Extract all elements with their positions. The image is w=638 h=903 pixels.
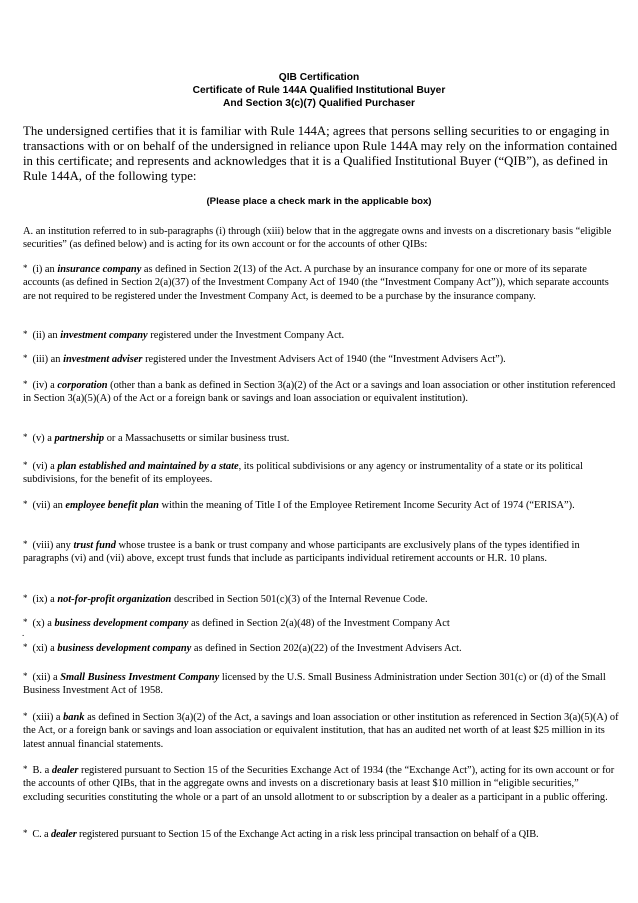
intro-paragraph: The undersigned certifies that it is familiar with Rule 144A; agrees that persons selling securities to or engaging in transactions with or on behalf of the undersigned in reliance upon Rule 144A may rely on the information contained in this certificate; and represents and acknowledges that it is a Qualified Institutional Buyer (“QIB”), as defined in Rule 144A, of the following type:: [23, 124, 618, 183]
item-i: [23, 263, 619, 303]
item-prefix: (xi) a: [32, 643, 58, 654]
item-text: as defined in Section 2(a)(48) of the Investment Company Act: [188, 618, 450, 629]
item-prefix: (i) an: [32, 264, 58, 275]
item-text: as defined in Section 2(13) of the Act. A purchase by an insurance company for one or more of its separate accounts (as defined in Section 2(a)(37) of the Investment Company Act of 1940 (the “Investment Company Act”)), which separate accounts are not required to be registered under the Investment Company Act, is deemed to be a purchase by the insurance company.: [23, 264, 609, 302]
item-text: licensed by the U.S. Small Business Administration under Section 301(c) or (d) of the Small Business Investment Act of 1958.: [23, 672, 606, 697]
item-xi: [23, 642, 619, 655]
checkbox[interactable]: *: [23, 432, 28, 442]
item-viii: [23, 539, 619, 566]
checkbox[interactable]: *: [23, 353, 28, 363]
item-term: business development company: [54, 618, 189, 629]
subtitle-2: And Section 3(c)(7) Qualified Purchaser: [223, 98, 415, 109]
item-prefix: (vii) an: [32, 500, 66, 511]
checkbox[interactable]: *: [23, 539, 28, 549]
stray-mark: .: [22, 628, 25, 638]
checkbox[interactable]: *: [23, 828, 28, 838]
item-prefix: (xii) a: [32, 672, 61, 683]
item-text: (other than a bank as defined in Section 3(a)(2) of the Act or a savings and loan association or other institution referenced in Section 3(a)(5)(A) of the Act or a foreign bank or savings and loan association or equivalent institution).: [23, 380, 616, 405]
item-term: not-for-profit organization: [57, 594, 172, 605]
checkbox[interactable]: *: [23, 764, 28, 774]
title: QIB Certification: [278, 72, 360, 83]
item-iii: [23, 353, 619, 366]
section-b: [23, 764, 619, 804]
item-prefix: (xiii) a: [32, 712, 64, 723]
item-prefix: (x) a: [32, 618, 55, 629]
item-iv: [23, 379, 619, 406]
item-prefix: (iii) an: [32, 354, 64, 365]
item-text: described in Section 501(c)(3) of the Internal Revenue Code.: [171, 594, 428, 605]
instruction: (Please place a check mark in the applicable box): [206, 196, 432, 207]
item-prefix: (ii) an: [32, 330, 61, 341]
item-term: corporation: [57, 380, 108, 391]
item-term: business development company: [57, 643, 192, 654]
checkbox[interactable]: *: [23, 617, 28, 627]
checkbox[interactable]: *: [23, 499, 28, 509]
item-term: investment company: [60, 330, 148, 341]
item-term: Small Business Investment Company: [60, 672, 220, 683]
item-text: registered under the Investment Advisers Act of 1940 (the “Investment Advisers Act”).: [142, 354, 506, 365]
item-text: registered under the Investment Company Act.: [147, 330, 345, 341]
item-prefix: C. a: [32, 829, 51, 840]
item-xii: [23, 671, 619, 698]
item-text: as defined in Section 3(a)(2) of the Act, a savings and loan association or other institution as referenced in Section 3(a)(5)(A) of the Act, or a foreign bank or savings and loan association or equivalent institution, that has an audited net worth of at least $25 million in its latest annual financial statements.: [23, 712, 619, 750]
item-v: [23, 432, 619, 445]
checkbox[interactable]: *: [23, 460, 28, 470]
item-ix: [23, 593, 619, 606]
item-prefix: (viii) any: [32, 540, 74, 551]
item-text: whose trustee is a bank or trust company and whose participants are exclusively plans of the types identified in paragraphs (vi) and (vii) above, except trust funds that include as participants individual retirement accounts or H.R. 10 plans.: [23, 540, 580, 565]
item-prefix: (vi) a: [32, 461, 58, 472]
item-term: employee benefit plan: [65, 500, 159, 511]
item-term: insurance company: [57, 264, 142, 275]
checkbox[interactable]: *: [23, 329, 28, 339]
item-text: within the meaning of Title I of the Employee Retirement Income Security Act of 1974 (“ERISA”).: [158, 500, 575, 511]
checkbox[interactable]: *: [23, 642, 28, 652]
item-text: registered pursuant to Section 15 of the Securities Exchange Act of 1934 (the “Exchange Act”), acting for its own account or for the accounts of other QIBs, that in the aggregate owns and invests on a discretionary basis at least $10 million in “eligible securities,” excluding securities constituting the whole or a part of an unsold allotment to or subscription by a dealer as a participant in a public offering.: [23, 765, 615, 803]
section-a: A. an institution referred to in sub-paragraphs (i) through (xiii) below that in the aggregate owns and invests on a discretionary basis “eligible securities” (as defined below) and is acting for its own account or for the accounts of other QIBs:: [23, 226, 612, 251]
section-c: [23, 828, 619, 841]
item-prefix: (iv) a: [32, 380, 58, 391]
item-term: dealer: [50, 829, 77, 840]
item-prefix: (ix) a: [32, 594, 58, 605]
subtitle: Certificate of Rule 144A Qualified Institutional Buyer: [192, 85, 446, 96]
checkbox[interactable]: *: [23, 593, 28, 603]
checkbox[interactable]: *: [23, 711, 28, 721]
item-term: investment adviser: [63, 354, 143, 365]
item-text: or a Massachusetts or similar business trust.: [104, 433, 290, 444]
checkbox[interactable]: *: [23, 263, 28, 273]
item-text: registered pursuant to Section 15 of the Exchange Act acting in a risk less principal transaction on behalf of a QIB.: [76, 829, 539, 840]
item-xiii: [23, 711, 619, 751]
item-term: trust fund: [73, 540, 116, 551]
item-term: partnership: [54, 433, 105, 444]
item-vi: [23, 460, 619, 487]
item-x: [23, 617, 619, 630]
item-term: dealer: [51, 765, 79, 776]
item-term: plan established and maintained by a state: [57, 461, 239, 472]
item-prefix: B. a: [32, 765, 52, 776]
item-text: as defined in Section 202(a)(22) of the Investment Advisers Act.: [191, 643, 462, 654]
checkbox[interactable]: *: [23, 671, 28, 681]
item-term: bank: [63, 712, 85, 723]
item-vii: [23, 499, 619, 512]
item-text: , its political subdivisions or any agency or instrumentality of a state or its political subdivisions, for the benefit of its employees.: [23, 461, 583, 486]
item-prefix: (v) a: [32, 433, 55, 444]
checkbox[interactable]: *: [23, 379, 28, 389]
item-ii: [23, 329, 619, 342]
